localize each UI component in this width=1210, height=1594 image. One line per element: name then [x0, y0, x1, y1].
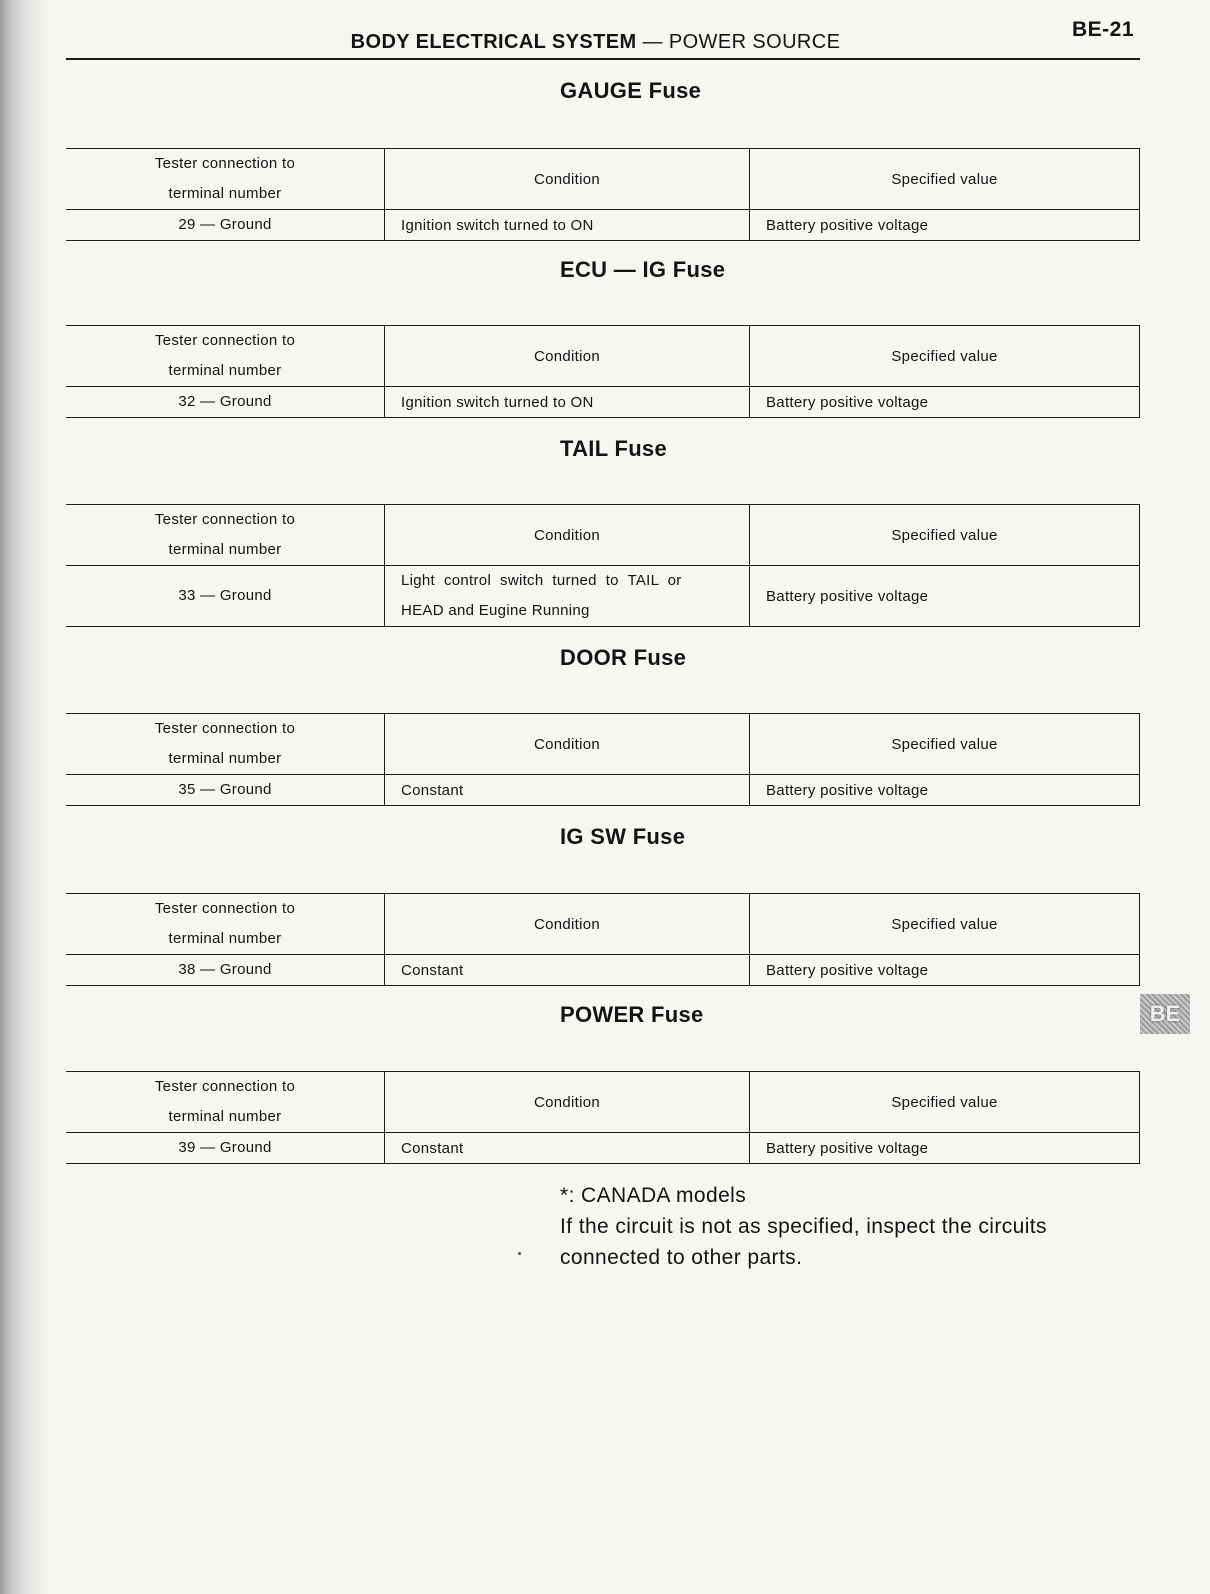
header-rule [66, 58, 1140, 60]
specified-value-cell: Battery positive voltage [750, 775, 1140, 806]
column-header-specified-value: Specified value [750, 894, 1140, 955]
footnote-inspection-note: If the circuit is not as specified, inspect the circuits connected to other parts. [560, 1215, 1047, 1269]
table-header-row [66, 1072, 1140, 1133]
table-header-row [66, 714, 1140, 775]
specified-value-cell: Battery positive voltage [750, 955, 1140, 986]
condition-cell: Ignition switch turned to ON [385, 210, 750, 241]
spec-table-door-fuse [66, 713, 1140, 806]
column-header-condition: Condition [385, 326, 750, 387]
spec-table-power-fuse [66, 1071, 1140, 1164]
condition-cell: Constant [385, 775, 750, 806]
table-row [66, 566, 1140, 627]
column-header-condition: Condition [385, 149, 750, 210]
table-row [66, 387, 1140, 418]
condition-cell: Constant [385, 955, 750, 986]
section-side-tab: BE [1140, 994, 1190, 1034]
column-header-specified-value: Specified value [750, 326, 1140, 387]
table-header-row [66, 149, 1140, 210]
section-title-power-fuse: POWER Fuse [560, 1002, 704, 1027]
column-header-tester: Tester connection to terminal number [66, 894, 385, 955]
condition-cell: Ignition switch turned to ON [385, 387, 750, 418]
terminal-cell: 33 — Ground [66, 566, 385, 627]
column-header-tester: Tester connection to terminal number [66, 326, 385, 387]
footnote [560, 1180, 1140, 1273]
header-subsection: POWER SOURCE [668, 31, 841, 53]
column-header-tester: Tester connection to terminal number [66, 714, 385, 775]
section-title-ig-sw-fuse: IG SW Fuse [560, 824, 686, 849]
column-header-specified-value: Specified value [750, 149, 1140, 210]
table-row [66, 955, 1140, 986]
column-header-specified-value: Specified value [750, 505, 1140, 566]
column-header-tester: Tester connection to terminal number [66, 149, 385, 210]
column-header-specified-value: Specified value [750, 714, 1140, 775]
terminal-cell: 32 — Ground [66, 387, 385, 418]
section-title-door-fuse: DOOR Fuse [560, 645, 687, 670]
terminal-cell: 39 — Ground [66, 1133, 385, 1164]
spec-table-tail-fuse [66, 504, 1140, 627]
column-header-condition: Condition [385, 1072, 750, 1133]
column-header-condition: Condition [385, 894, 750, 955]
specified-value-cell: Battery positive voltage [750, 1133, 1140, 1164]
column-header-tester: Tester connection to terminal number [66, 1072, 385, 1133]
table-row [66, 210, 1140, 241]
spec-table-ig-sw-fuse [66, 893, 1140, 986]
table-header-row [66, 894, 1140, 955]
column-header-condition: Condition [385, 505, 750, 566]
page-number: BE-21 [1071, 18, 1134, 41]
section-title-ecu-ig-fuse: ECU — IG Fuse [560, 257, 726, 282]
column-header-tester: Tester connection to terminal number [66, 505, 385, 566]
table-row [66, 775, 1140, 806]
scan-speck [518, 1252, 521, 1255]
terminal-cell: 35 — Ground [66, 775, 385, 806]
column-header-specified-value: Specified value [750, 1072, 1140, 1133]
condition-cell: Light control switch turned to TAIL or HEAD and Eugine Running [385, 566, 750, 627]
footnote-canada-models: *: CANADA models [560, 1184, 747, 1207]
specified-value-cell: Battery positive voltage [750, 387, 1140, 418]
spec-table-gauge-fuse [66, 148, 1140, 241]
header-dash: — [636, 31, 669, 53]
table-header-row [66, 326, 1140, 387]
terminal-cell: 38 — Ground [66, 955, 385, 986]
spec-table-ecu-ig-fuse [66, 325, 1140, 418]
table-row [66, 1133, 1140, 1164]
page-header [66, 31, 1125, 57]
condition-cell: Constant [385, 1133, 750, 1164]
table-header-row [66, 505, 1140, 566]
terminal-cell: 29 — Ground [66, 210, 385, 241]
scan-binding-shadow [0, 0, 48, 1594]
header-section: BODY ELECTRICAL SYSTEM [350, 31, 637, 53]
specified-value-cell: Battery positive voltage [750, 210, 1140, 241]
column-header-condition: Condition [385, 714, 750, 775]
specified-value-cell: Battery positive voltage [750, 566, 1140, 627]
section-title-gauge-fuse: GAUGE Fuse [560, 78, 702, 103]
section-title-tail-fuse: TAIL Fuse [560, 436, 668, 461]
